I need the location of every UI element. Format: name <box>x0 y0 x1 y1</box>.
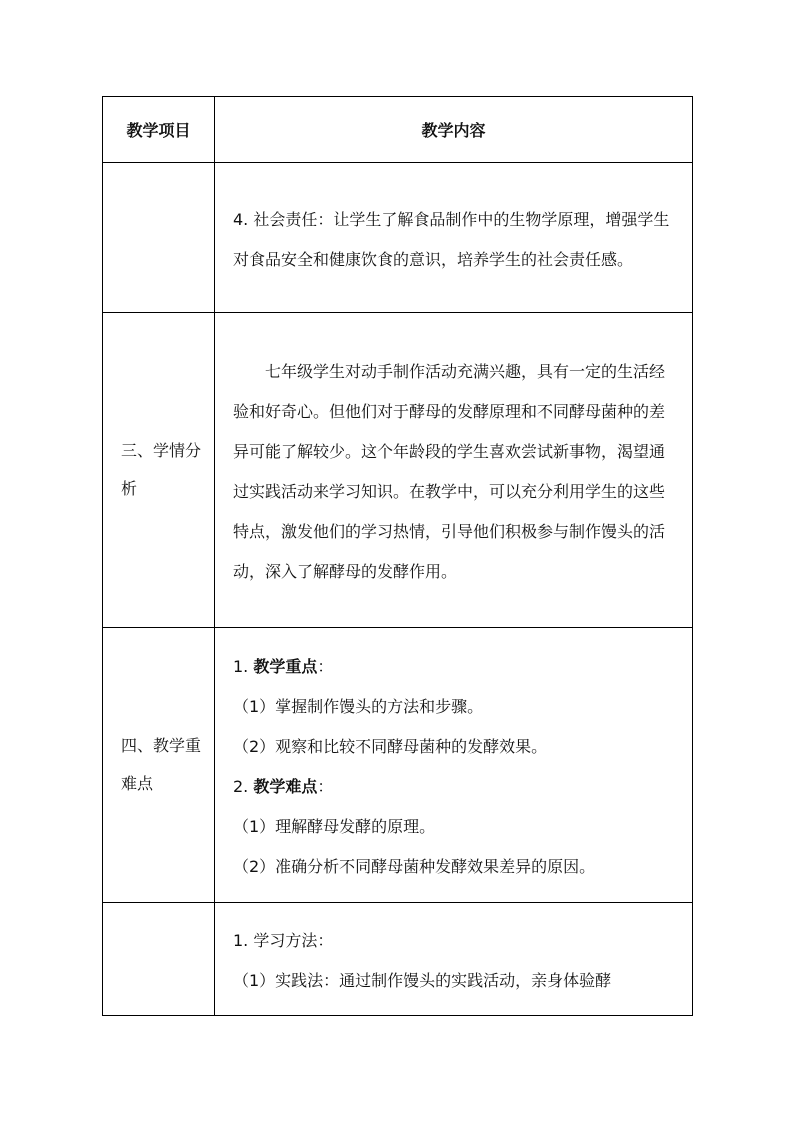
row-label <box>103 163 215 313</box>
row-content <box>215 903 693 1016</box>
row-label: 三、学情分析 <box>103 313 215 628</box>
heading-colon: ： <box>317 777 334 796</box>
row-label: 四、教学重难点 <box>103 628 215 903</box>
header-content-cell: 教学内容 <box>215 97 693 163</box>
social-responsibility-text: 4. 社会责任：让学生了解食品制作中的生物学原理，增强学生对食品安全和健康饮食的意识，培养学生的社会责任感。 <box>233 209 670 269</box>
table-row <box>103 628 693 903</box>
heading-number: 2. <box>233 777 254 796</box>
row-label <box>103 903 215 1016</box>
student-analysis-text: 七年级学生对动手制作活动充满兴趣，具有一定的生活经验和好奇心。但他们对于酵母的发酵原理和不同酵母菌种的差异可能了解较少。这个年龄段的学生喜欢尝试新事物，渴望通过实践活动来学习知识。在教学中，可以充分利用学生的这些特点，激发他们的学习热情，引导他们积极参与制作馒头的活动，深入了解酵母的发酵作用。 <box>233 362 666 581</box>
row-content <box>215 163 693 313</box>
lesson-plan-table <box>102 96 693 1016</box>
heading-number: 1. <box>233 657 254 676</box>
table-row <box>103 163 693 313</box>
row-content <box>215 313 693 628</box>
heading-title: 教学重点 <box>253 657 318 676</box>
methods-heading: 1. 学习方法： <box>233 931 334 950</box>
heading-colon: ： <box>317 657 334 676</box>
list-item: （1）掌握制作馒头的方法和步骤。 <box>233 697 484 716</box>
row-content <box>215 628 693 903</box>
list-item: （1）实践法：通过制作馒头的实践活动，亲身体验酵 <box>233 971 612 990</box>
table-row <box>103 313 693 628</box>
heading-title: 教学难点 <box>253 777 318 796</box>
list-item: （1）理解酵母发酵的原理。 <box>233 817 436 836</box>
table-row <box>103 903 693 1016</box>
table-header-row <box>103 97 693 163</box>
header-item-cell: 教学项目 <box>103 97 215 163</box>
list-item: （2）准确分析不同酵母菌种发酵效果差异的原因。 <box>233 857 596 876</box>
list-item: （2）观察和比较不同酵母菌种的发酵效果。 <box>233 737 548 756</box>
difficulties-heading <box>233 767 678 807</box>
key-points-heading <box>233 647 678 687</box>
